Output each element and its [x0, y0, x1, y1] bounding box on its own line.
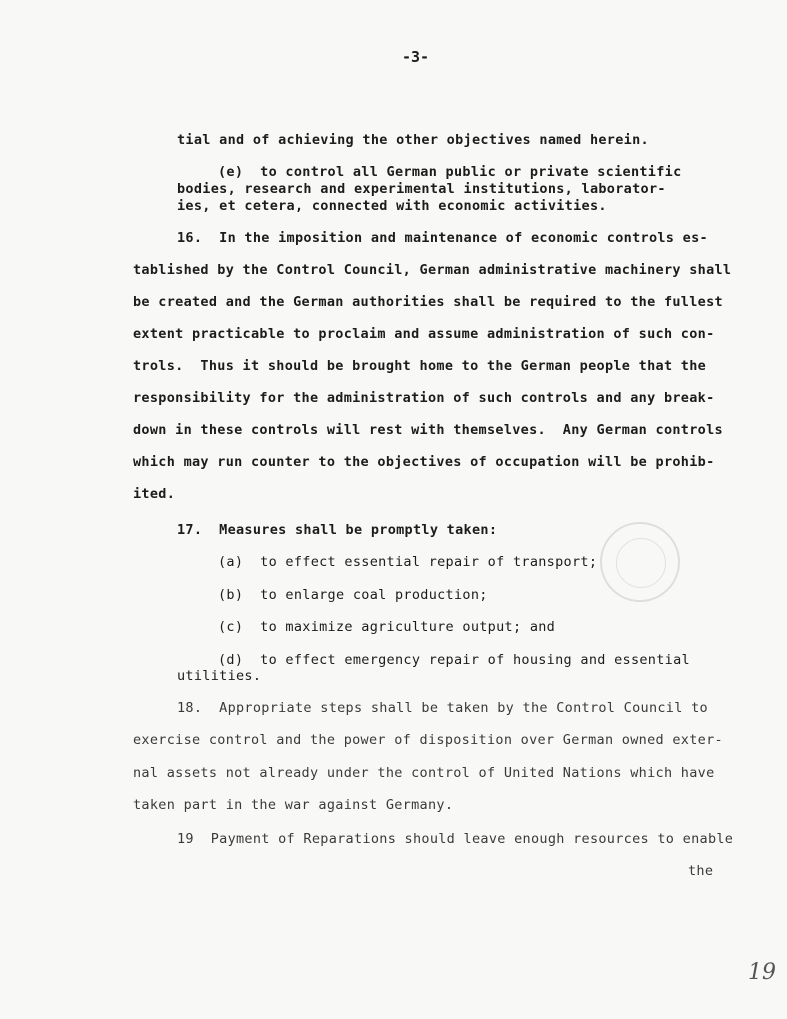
text-line: nal assets not already under the control of United Nations which have — [133, 765, 715, 781]
text-line: bodies, research and experimental institutions, laborator- — [177, 181, 666, 197]
handwritten-page-number: 19 — [748, 960, 776, 985]
text-line: 18. Appropriate steps shall be taken by the Control Council to — [177, 700, 708, 716]
text-line: 16. In the imposition and maintenance of economic controls es- — [177, 230, 708, 246]
text-line: 17. Measures shall be promptly taken: — [177, 522, 498, 538]
text-line: (c) to maximize agriculture output; and — [218, 619, 556, 635]
text-line: (a) to effect essential repair of transport; — [218, 554, 598, 570]
text-line: exercise control and the power of disposition over German owned exter- — [133, 732, 723, 748]
archive-stamp-inner — [616, 538, 666, 588]
archive-stamp — [600, 522, 680, 602]
text-line: tial and of achieving the other objectives named herein. — [177, 132, 649, 148]
text-line: tablished by the Control Council, German administrative machinery shall — [133, 262, 732, 278]
text-line: 19 Payment of Reparations should leave enough resources to enable — [177, 831, 734, 847]
text-line: (d) to effect emergency repair of housing and essential — [218, 652, 690, 668]
text-line: extent practicable to proclaim and assume administration of such con- — [133, 326, 715, 342]
text-line: (e) to control all German public or private scientific — [218, 164, 682, 180]
text-line: (b) to enlarge coal production; — [218, 587, 488, 603]
text-line: taken part in the war against Germany. — [133, 797, 454, 813]
text-line: trols. Thus it should be brought home to the German people that the — [133, 358, 707, 374]
text-line: ited. — [133, 486, 176, 502]
text-line: utilities. — [177, 668, 262, 684]
text-line: responsibility for the administration of such controls and any break- — [133, 390, 715, 406]
page-number: -3- — [402, 48, 430, 66]
text-line: which may run counter to the objectives of occupation will be prohib- — [133, 454, 715, 470]
text-line: down in these controls will rest with themselves. Any German controls — [133, 422, 723, 438]
text-line: be created and the German authorities shall be required to the fullest — [133, 294, 723, 310]
text-line: ies, et cetera, connected with economic activities. — [177, 198, 607, 214]
text-line: the — [688, 863, 714, 879]
